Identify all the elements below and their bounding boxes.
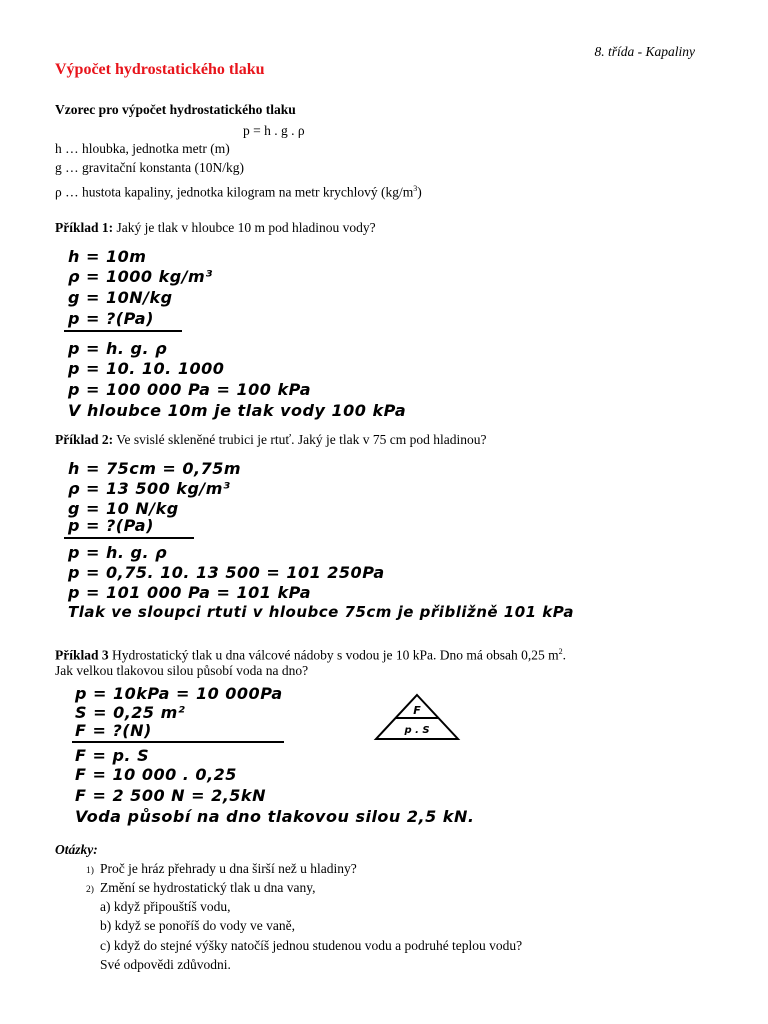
example1-answer: V hloubce 10m je tlak vody 100 kPa [68, 401, 407, 420]
example2-formula: p = h. g. ρ [68, 543, 168, 562]
question-item: 2) Změní se hydrostatický tlak u dna vany, [86, 880, 316, 895]
example1-substitution: p = 10. 10. 1000 [68, 359, 225, 378]
example2-given-gravity: g = 10 N/kg [68, 499, 179, 518]
example1-given-density: ρ = 1000 kg/m³ [68, 267, 213, 286]
definition-gravity: g … gravitační konstanta (10N/kg) [55, 160, 244, 175]
example3-substitution: F = 10 000 . 0,25 [75, 765, 237, 784]
example3-question-line1: Příklad 3 Hydrostatický tlak u dna válcové nádoby s vodou je 10 kPa. Dno má obsah 0,25 $m^2$. [55, 647, 566, 663]
example1-divider [64, 330, 182, 332]
question-subitem: c) když do stejné výšky natočíš jednou studenou vodu a podruhé teplou vodu? [100, 938, 523, 953]
example1-result: p = 100 000 Pa = 100 kPa [68, 380, 312, 399]
question-subitem: b) když se ponoříš do vody ve vaně, [100, 918, 295, 933]
page-title: Výpočet hydrostatického tlaku [55, 61, 265, 78]
example3-question-line2: Jak velkou tlakovou silou působí voda na dno? [55, 663, 309, 678]
formula: p = h . g . ρ [243, 123, 305, 138]
example1-formula: p = h. g. ρ [68, 339, 168, 358]
triangle-top-label: F [413, 704, 421, 717]
header-grade-topic: 8. třída - Kapaliny [594, 44, 695, 59]
question-item: 1) Proč je hráz přehrady u dna širší než u hladiny? [86, 861, 357, 876]
question-subitem: a) když připouštíš vodu, [100, 899, 231, 914]
example1-question: Příklad 1: Jaký je tlak v hloubce 10 m pod hladinou vody? [55, 220, 376, 235]
example3-divider [72, 741, 284, 743]
question-closing: Své odpovědi zdůvodni. [100, 957, 231, 972]
definition-density: ρ … hustota kapaliny, jednotka kilogram na metr krychlový $(kg/m^3)$ [55, 184, 422, 200]
example2-substitution: p = 0,75. 10. 13 500 = 101 250Pa [68, 563, 385, 582]
example3-given-pressure: p = 10kPa = 10 000Pa [75, 684, 283, 703]
example1-given-depth: h = 10m [68, 247, 147, 266]
questions-heading: Otázky: [55, 842, 98, 857]
example1-unknown: p = ?(Pa) [68, 309, 154, 328]
force-triangle-diagram [372, 692, 462, 742]
example3-given-area: S = 0,25 m² [75, 703, 186, 722]
example3-result: F = 2 500 N = 2,5kN [75, 786, 266, 805]
example2-answer: Tlak ve sloupci rtuti v hloubce 75cm je přibližně 101 kPa [68, 603, 574, 621]
example2-divider [64, 537, 194, 539]
example2-given-depth: h = 75cm = 0,75m [68, 459, 242, 478]
example3-formula: F = p. S [75, 746, 150, 765]
example2-given-density: ρ = 13 500 kg/m³ [68, 479, 231, 498]
example2-unknown: p = ?(Pa) [68, 516, 154, 535]
definition-depth: h … hloubka, jednotka metr (m) [55, 141, 230, 156]
example1-given-gravity: g = 10N/kg [68, 288, 173, 307]
example2-question: Příklad 2: Ve svislé skleněné trubici je rtuť. Jaký je tlak v 75 cm pod hladinou? [55, 432, 487, 447]
triangle-bottom-label: p . S [404, 725, 430, 736]
formula-heading: Vzorec pro výpočet hydrostatického tlaku [55, 102, 296, 117]
example3-answer: Voda působí na dno tlakovou silou 2,5 kN. [75, 807, 475, 826]
example3-unknown: F = ?(N) [75, 721, 152, 740]
example2-result: p = 101 000 Pa = 101 kPa [68, 583, 312, 602]
